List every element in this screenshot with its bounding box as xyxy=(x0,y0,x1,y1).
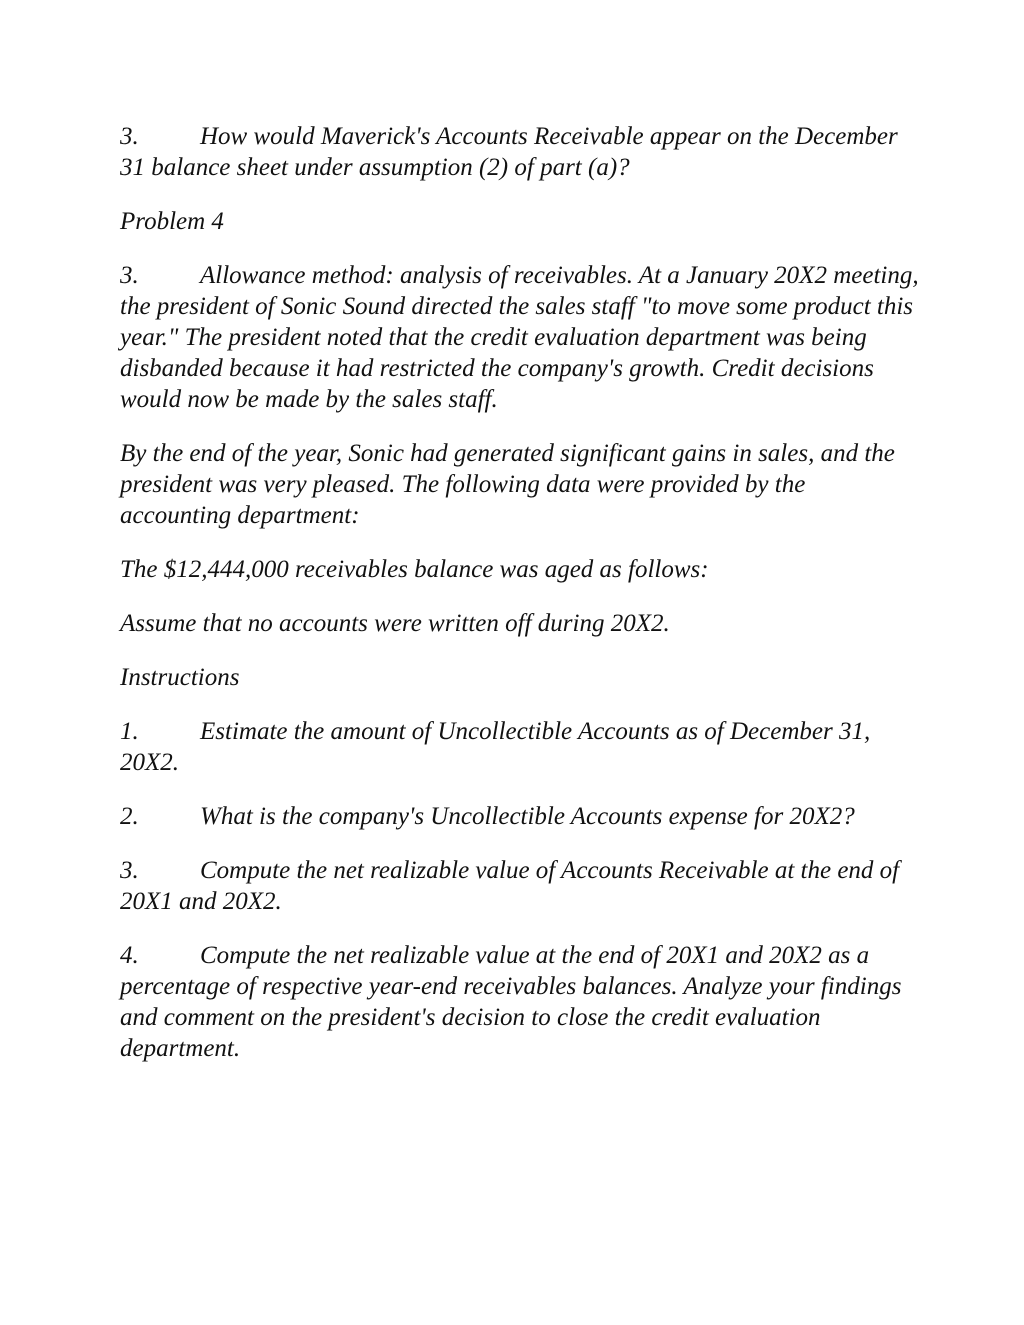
question-number: 3. xyxy=(120,123,139,150)
question-text: How would Maverick's Accounts Receivable appear on the December 31 balance sheet under assumption (2) of part (a)? xyxy=(120,123,898,181)
instruction-item xyxy=(120,940,920,1064)
receivables-aging-paragraph: The $12,444,000 receivables balance was aged as follows: xyxy=(120,556,709,583)
problem-number: 3. xyxy=(120,262,139,289)
problem-description-text: Allowance method: analysis of receivables. At a January 20X2 meeting, the president of Sonic Sound directed the sales staff "to move some product this year." The president noted that the credit evaluation department was being disbanded because it had restricted the company's growth. Credit decisions would now be made by the sales staff. xyxy=(120,262,919,413)
problem-description-paragraph xyxy=(120,260,920,415)
instruction-item xyxy=(120,855,920,917)
question-3-paragraph xyxy=(120,121,920,183)
instruction-item xyxy=(120,801,920,832)
instruction-number: 4. xyxy=(120,942,139,969)
write-off-assumption-paragraph: Assume that no accounts were written off during 20X2. xyxy=(120,610,670,637)
instruction-text: Compute the net realizable value of Accounts Receivable at the end of 20X1 and 20X2. xyxy=(120,857,900,915)
instruction-number: 3. xyxy=(120,857,139,884)
instructions-heading: Instructions xyxy=(120,664,240,691)
instruction-number: 2. xyxy=(120,803,139,830)
instruction-text: What is the company's Uncollectible Accounts expense for 20X2? xyxy=(200,803,855,830)
problem-heading: Problem 4 xyxy=(120,208,224,235)
instruction-text: Compute the net realizable value at the end of 20X1 and 20X2 as a percentage of respective year-end receivables balances. Analyze your findings and comment on the president's decision to close the credit evaluation department. xyxy=(120,942,902,1062)
instruction-number: 1. xyxy=(120,718,139,745)
instruction-item xyxy=(120,716,920,778)
year-end-paragraph: By the end of the year, Sonic had generated significant gains in sales, and the president was very pleased. The following data were provided by the accounting department: xyxy=(120,440,895,529)
instruction-text: Estimate the amount of Uncollectible Accounts as of December 31, 20X2. xyxy=(120,718,871,776)
document-page xyxy=(120,121,920,1087)
